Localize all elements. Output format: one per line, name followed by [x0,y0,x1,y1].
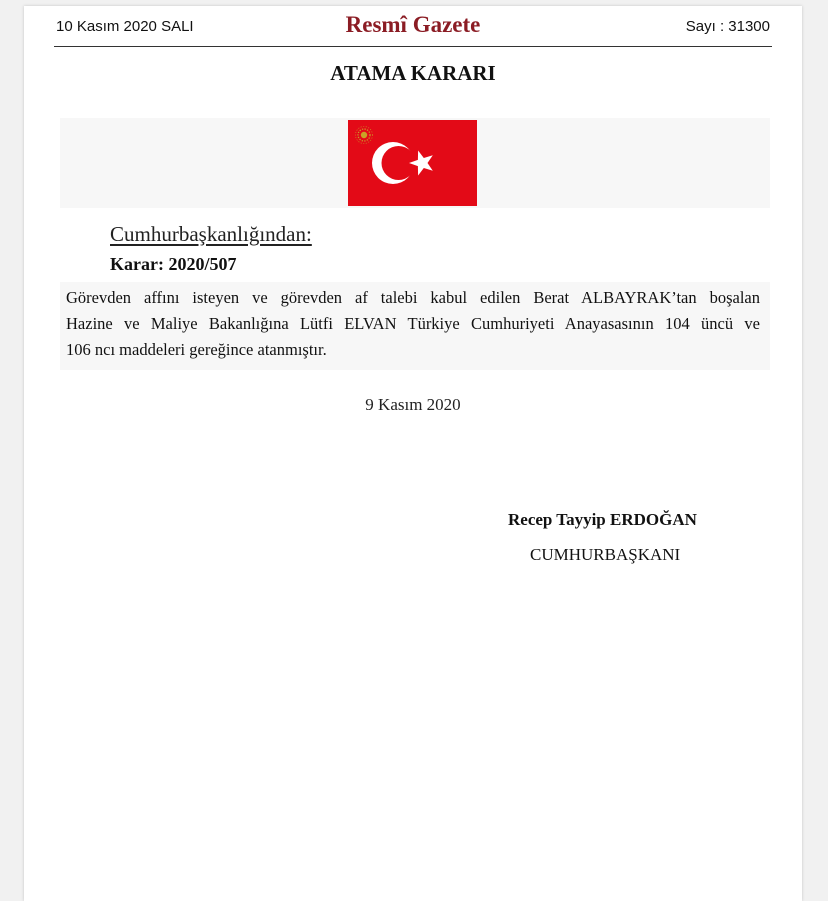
gazette-page [24,6,802,901]
issuing-authority: Cumhurbaşkanlığından: [110,222,312,246]
decision-body [66,285,760,363]
header-date: 10 Kasım 2020 SALI [56,18,194,35]
decision-date: 9 Kasım 2020 [365,395,461,414]
signer-name: Recep Tayyip ERDOĞAN [508,510,697,529]
publication-title: Resmî Gazete [345,12,481,37]
turkish-flag-icon [348,120,477,206]
document-title: ATAMA KARARI [330,61,496,85]
decision-number: Karar: 2020/507 [110,254,237,274]
body-line: Hazine ve Maliye Bakanlığına Lütfi ELVAN Türkiye Cumhuriyeti Anayasasının 104 üncü ve [66,314,760,333]
body-line: Görevden affını isteyen ve görevden af talebi kabul edilen Berat ALBAYRAK’tan boşalan [66,288,760,307]
issue-number: Sayı : 31300 [685,18,770,35]
signer-title: CUMHURBAŞKANI [530,545,681,564]
body-line: 106 ncı maddeleri gereğince atanmıştır. [66,340,327,359]
gazette-header [54,6,772,47]
